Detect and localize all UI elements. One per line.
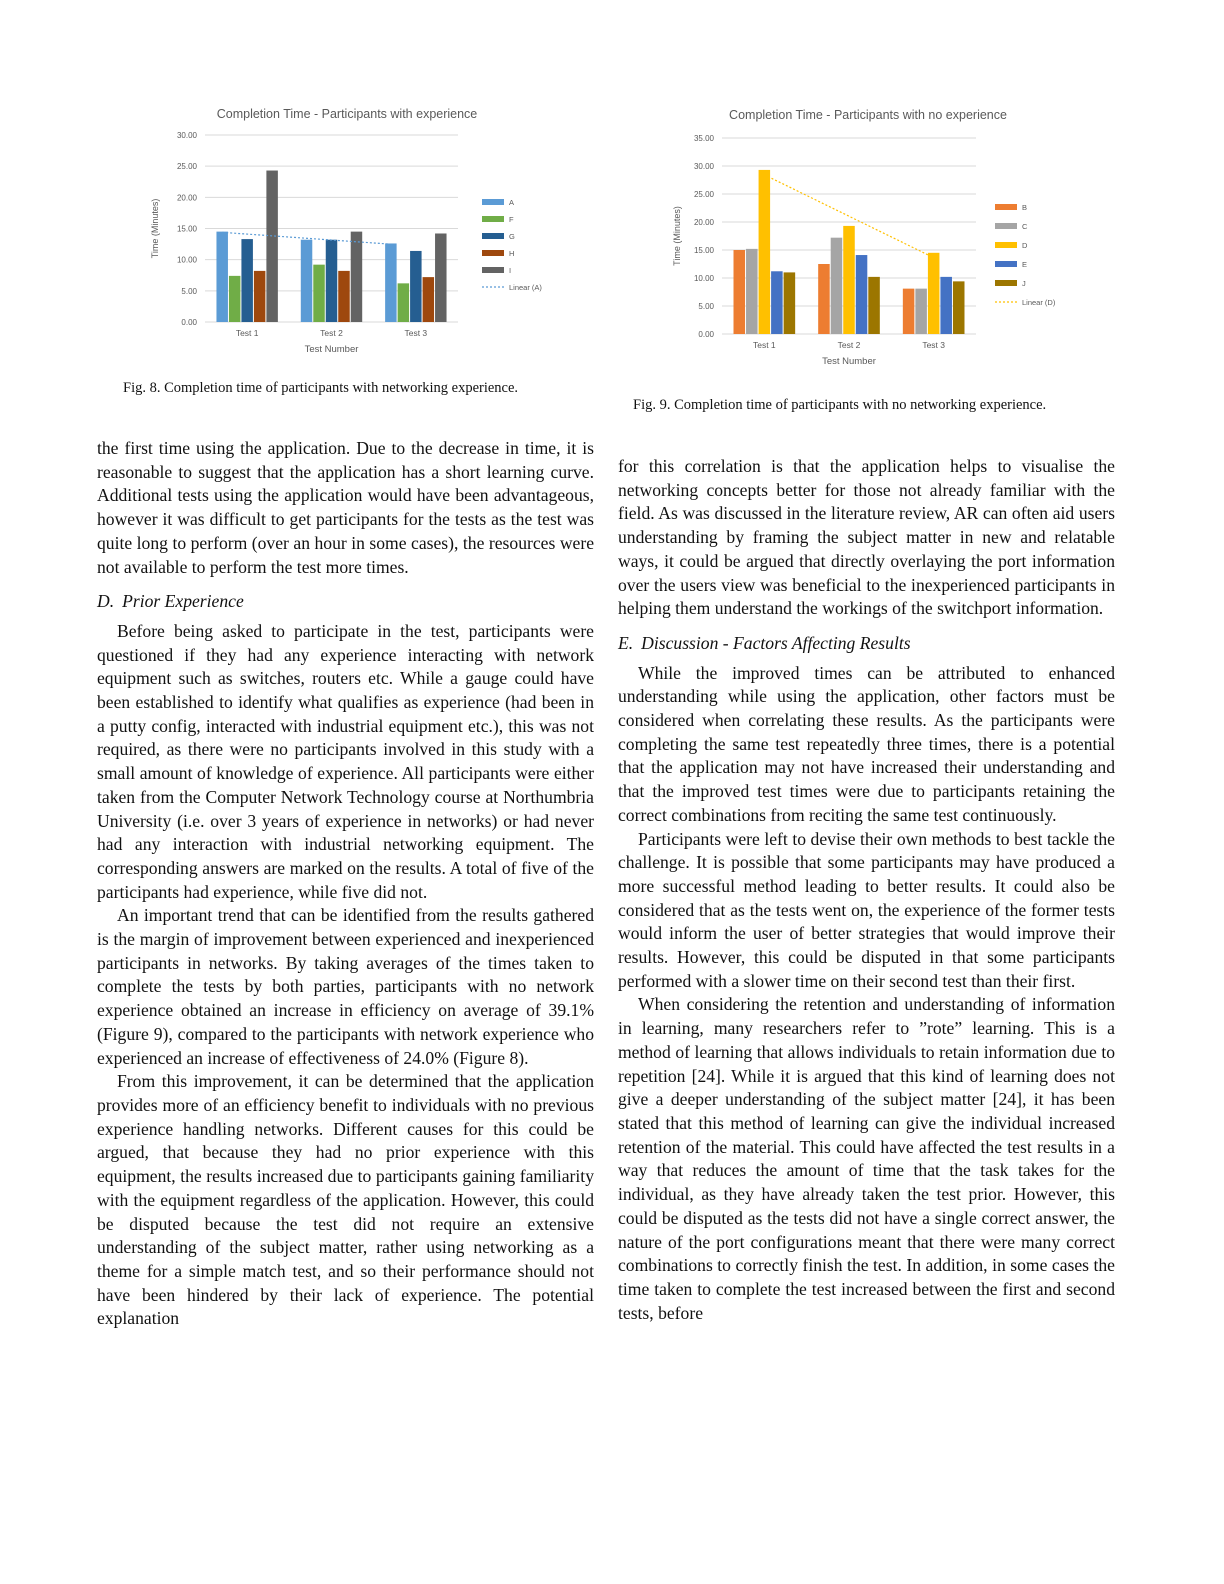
y-tick-label: 30.00 xyxy=(693,162,714,171)
legend-label: C xyxy=(1022,222,1028,231)
y-axis-label: Time (Minutes) xyxy=(150,198,160,259)
x-axis-label: Test Number xyxy=(822,356,876,367)
legend-swatch-g xyxy=(482,233,504,239)
bar-f xyxy=(398,283,409,322)
legend-label: I xyxy=(509,266,512,275)
bar-g xyxy=(326,240,337,322)
figure-8-chart xyxy=(140,100,580,360)
bar-e xyxy=(771,271,783,334)
bar-c xyxy=(746,249,758,334)
bar-e xyxy=(856,255,868,334)
figure-9-caption: Fig. 9. Completion time of participants with no networking experience. xyxy=(633,397,1047,413)
legend-swatch-j xyxy=(995,280,1017,286)
paragraph: Before being asked to participate in the test, participants were questioned if they had any experience interacting with network equipment such as switches, routers etc. While a gauge could have been established to identify what qualifies as experience (had been in a putty config, interacted with industrial equipment etc.), this was not required, as there were no participants involved in this study with a small amount of knowledge of experience. All participants were either taken from the Computer Network Technology course at Northumbria University (i.e. over 3 years of experience in networks) or had never had any interaction with industrial networking equipment. The corresponding answers are marked on the results. A total of five of the participants had experience, while five did not. xyxy=(97,620,594,902)
legend-label: G xyxy=(509,232,515,241)
y-tick-label: 10.00 xyxy=(176,255,197,265)
bar-h xyxy=(423,277,434,322)
figure-8-svg xyxy=(140,100,580,360)
bar-d xyxy=(928,253,940,334)
chart-title: Completion Time - Participants with experience xyxy=(216,107,478,121)
legend-swatch-i xyxy=(482,267,504,273)
bar-a xyxy=(301,240,312,322)
legend-swatch-f xyxy=(482,216,504,222)
bar-i xyxy=(435,233,446,322)
bar-h xyxy=(254,271,265,322)
figure-8-caption: Fig. 8. Completion time of participants with networking experience. xyxy=(123,380,519,396)
x-tick-label: Test 1 xyxy=(752,340,776,350)
paragraph: Participants were left to devise their own methods to best tackle the challenge. It is possible that some participants may have produced a more successful method leading to better results. It could also be considered that as the tests went on, the experience of the former tests would inform the user of better strategies that would improve their results. However, this could be disputed in that some participants performed with a slower time on their second test than their first. xyxy=(618,828,1115,991)
figure-9-chart xyxy=(660,100,1090,375)
section-title: Prior Experience xyxy=(122,591,244,612)
legend-label: Linear (A) xyxy=(509,283,542,292)
paragraph: for this correlation is that the application helps to visualise the networking concepts better for those not already familiar with the field. As was discussed in the literature review, AR can often aid users understanding by framing the subject matter in new and relatable ways, it could be argued that directly overlaying the port information over the users view was beneficial to the inexperienced participants in helping them understand the workings of the switchport information. xyxy=(618,456,1115,619)
bar-f xyxy=(313,265,324,322)
paragraph: From this improvement, it can be determined that the application provides more of an efficiency benefit to individuals with no previous experience handling networks. Different causes for this could be argued, that because they had no prior experience with this equipment, the results increased due to participants gaining familiarity with the equipment regardless of the application. However, this could be disputed because the test did not require an extensive understanding of the subject matter, rather using networking as a theme for a simple match test, and so their performance should not have been hindered by their lack of experience. The potential explanation xyxy=(97,1071,594,1329)
bar-j xyxy=(953,281,965,334)
legend-swatch-b xyxy=(995,204,1017,210)
bar-i xyxy=(266,171,277,322)
x-tick-label: Test 1 xyxy=(235,328,259,338)
section-title: Discussion - Factors Affecting Results xyxy=(641,632,911,653)
y-tick-label: 0.00 xyxy=(181,318,197,327)
bar-b xyxy=(903,289,915,334)
y-tick-label: 25.00 xyxy=(693,190,714,199)
y-tick-label: 35.00 xyxy=(693,134,714,143)
legend-label: E xyxy=(1022,260,1028,269)
left-column xyxy=(97,437,594,1331)
paragraph: An important trend that can be identified from the results gathered is the margin of improvement between experienced and inexperienced participants in networks. By taking averages of the times taken to complete the tests by both parties, participants with no network experience obtained an increase in efficiency on average of 39.1% (Figure 9), compared to the participants with network experience who experienced an increase of effectiveness of 24.0% (Figure 8). xyxy=(97,905,594,1068)
x-axis-label: Test Number xyxy=(304,344,359,355)
legend-label: A xyxy=(509,198,515,207)
y-tick-label: 15.00 xyxy=(693,246,714,255)
legend-label: B xyxy=(1022,203,1028,212)
bar-j xyxy=(784,272,796,334)
right-column xyxy=(618,455,1115,1325)
y-tick-label: 20.00 xyxy=(693,218,714,227)
bar-d xyxy=(843,226,855,334)
bar-i xyxy=(351,232,362,322)
bar-g xyxy=(410,251,421,322)
x-tick-label: Test 3 xyxy=(922,340,946,350)
legend-label: J xyxy=(1022,279,1026,288)
bar-f xyxy=(229,276,240,322)
bar-b xyxy=(818,264,830,334)
legend-label: F xyxy=(509,215,514,224)
bar-c xyxy=(915,289,927,334)
bar-e xyxy=(940,277,952,334)
legend-swatch-c xyxy=(995,223,1017,229)
x-tick-label: Test 3 xyxy=(404,328,428,338)
y-tick-label: 0.00 xyxy=(698,330,714,339)
bar-c xyxy=(831,238,843,334)
legend-swatch-e xyxy=(995,261,1017,267)
bar-a xyxy=(216,232,227,322)
section-heading-prior-experience xyxy=(97,590,594,614)
y-tick-label: 20.00 xyxy=(176,193,197,203)
legend-swatch-a xyxy=(482,199,504,205)
legend-swatch-h xyxy=(482,250,504,256)
legend-label: Linear (D) xyxy=(1022,298,1056,307)
legend-label: D xyxy=(1022,241,1028,250)
x-tick-label: Test 2 xyxy=(320,328,343,338)
bar-g xyxy=(241,239,252,322)
figure-9-svg xyxy=(660,100,1090,375)
y-tick-label: 5.00 xyxy=(181,286,197,296)
y-tick-label: 25.00 xyxy=(176,162,197,172)
y-axis-label: Time (Minutes) xyxy=(672,206,682,266)
y-tick-label: 10.00 xyxy=(693,274,714,283)
paragraph: When considering the retention and understanding of information in learning, many researchers refer to ”rote” learning. This is a method of learning that allows individuals to retain information due to repetition [24]. While it is argued that this kind of learning does not give a deeper understanding of the subject matter [24], it has been stated that this method of learning can give the individual increased retention of the material. This could have affected the test results in a way that reduces the amount of time that the task takes for the individual, as they have already taken the test prior. However, this could be disputed as the tests did not have a single correct answer, the nature of the port configurations meant that there were many correct combinations to correctly finish the test. In addition, in some cases the time taken to complete the test increased between the first and second tests, before xyxy=(618,994,1115,1323)
bar-j xyxy=(868,277,880,334)
section-heading-discussion xyxy=(618,632,1115,656)
legend-label: H xyxy=(509,249,515,258)
y-tick-label: 15.00 xyxy=(176,224,197,234)
chart-title: Completion Time - Participants with no experience xyxy=(729,108,1007,122)
bar-b xyxy=(734,250,746,334)
y-tick-label: 5.00 xyxy=(698,302,714,311)
paragraph: the first time using the application. Due to the decrease in time, it is reasonable to suggest that the application has a short learning curve. Additional tests using the application would have been advantageous, however it was difficult to get participants for the tests as the test was quite long to perform (over an hour in some cases), the resources were not available to perform the test more times. xyxy=(97,438,594,577)
x-tick-label: Test 2 xyxy=(837,340,861,350)
bar-d xyxy=(759,170,771,334)
bar-a xyxy=(385,243,396,322)
section-number: D. xyxy=(97,591,115,612)
y-tick-label: 30.00 xyxy=(176,131,197,140)
bar-h xyxy=(338,271,349,322)
legend-swatch-d xyxy=(995,242,1017,248)
section-number: E. xyxy=(618,632,634,653)
paragraph: While the improved times can be attributed to enhanced understanding while using the application, other factors must be considered when correlating these results. As the participants were completing the same test repeatedly three times, there is a potential that the application may not have increased their understanding and that the improved test times were due to participants retaining the correct combinations from reciting the same test continuously. xyxy=(618,662,1115,825)
